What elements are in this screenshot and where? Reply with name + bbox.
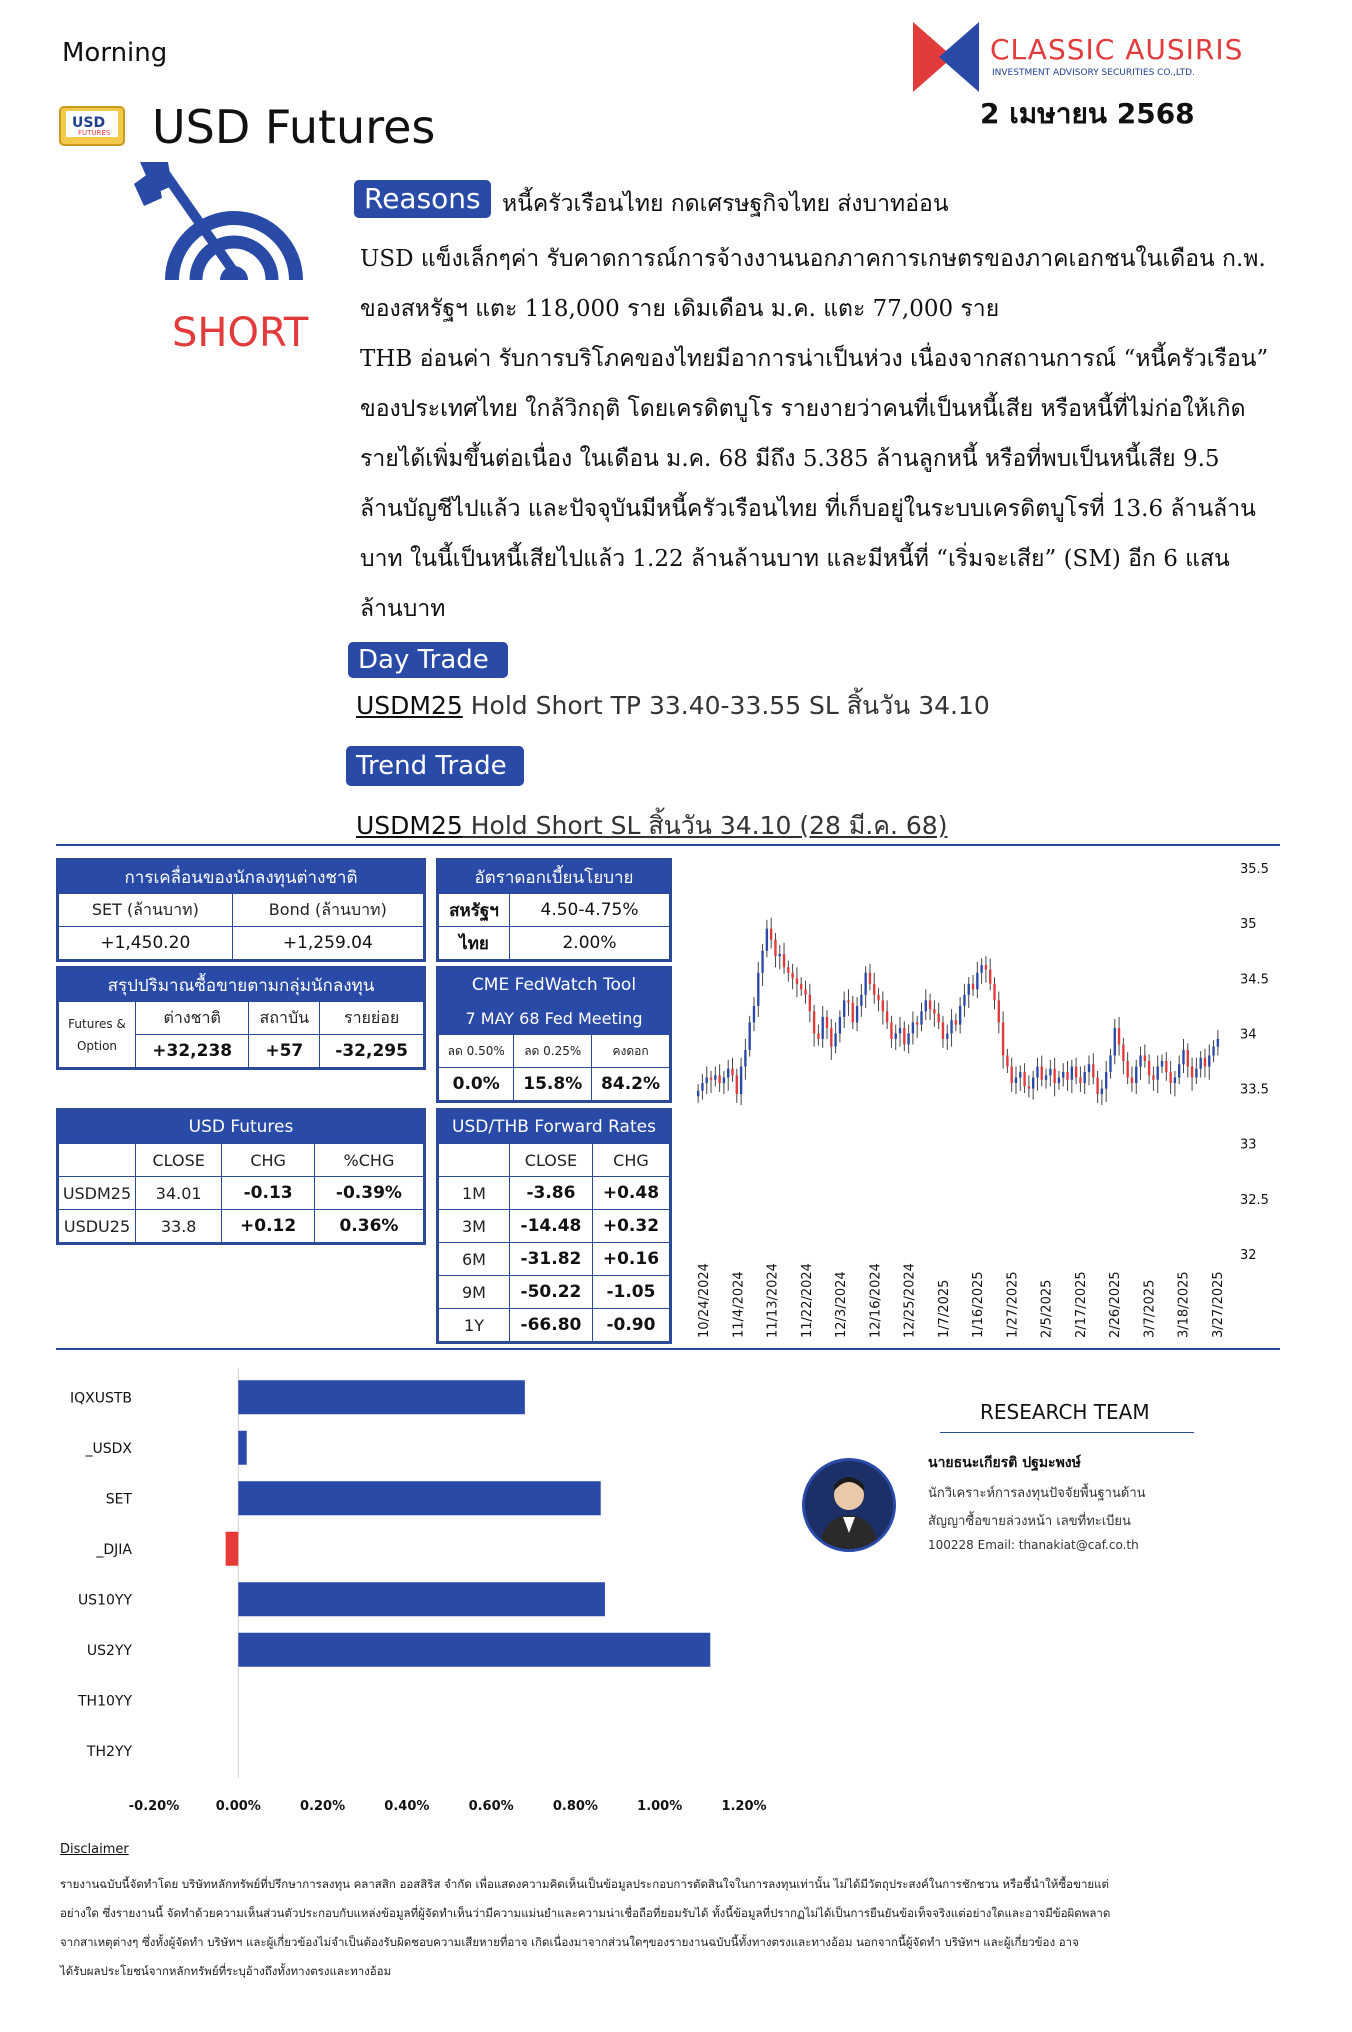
candle-body (998, 1000, 1000, 1022)
forward-tenor: 1Y (438, 1309, 510, 1343)
x-tick-label: 12/16/2024 (868, 1263, 884, 1338)
investor-groups-table (56, 966, 426, 1070)
y-tick-label: 33 (1240, 1137, 1257, 1153)
bar-category-label: TH10YY (78, 1693, 132, 1710)
forward-close: -3.86 (510, 1177, 593, 1210)
candle-body (1006, 1055, 1008, 1066)
candle-body (1182, 1050, 1184, 1064)
reasons-line: ของสหรัฐฯ แตะ 118,000 ราย เดิมเดือน ม.ค. แตะ 77,000 ราย (360, 296, 1000, 322)
bar (238, 1380, 525, 1414)
candle-body (731, 1069, 733, 1076)
forward-chg: +0.48 (592, 1177, 670, 1210)
change-bar-chart (40, 1360, 780, 1820)
candle-body (1023, 1072, 1025, 1086)
foreign-flow-table (56, 858, 426, 962)
bar (238, 1481, 600, 1515)
candle-body (899, 1028, 901, 1034)
candle-body (1088, 1064, 1090, 1072)
fedwatch-value: 15.8% (514, 1068, 592, 1102)
forward-tenor: 3M (438, 1210, 510, 1243)
policy-rate-value: 2.00% (510, 927, 671, 961)
report-date: 2 เมษายน 2568 (980, 97, 1195, 130)
candle-body (976, 973, 978, 990)
bar-x-tick-label: 0.80% (552, 1799, 598, 1814)
foreign-flow-col-set: SET (ล้านบาท) (58, 894, 233, 927)
fedwatch-title: CME FedWatch Tool (438, 968, 671, 1002)
candle-body (847, 1000, 849, 1002)
candle-body (1217, 1039, 1219, 1047)
x-tick-label: 12/3/2024 (834, 1271, 850, 1338)
candle-body (895, 1033, 897, 1039)
forward-chg: -0.90 (592, 1309, 670, 1343)
candle-body (1122, 1044, 1124, 1061)
candle-body (1019, 1072, 1021, 1078)
candle-body (1195, 1069, 1197, 1078)
candle-body (697, 1091, 699, 1097)
reasons-line: THB อ่อนค่า รับการบริโภคของไทยมีอาการน่าเป็นห่วง เนื่องจากสถานการณ์ “หนี้ครัวเรือน” (360, 346, 1269, 372)
disclaimer-line: ได้รับผลประโยชน์จากหลักทรัพย์ที่ระบุอ้างถึงทั้งทางตรงและทางอ้อม (60, 1964, 392, 1978)
candle-body (710, 1078, 712, 1080)
candle-body (1187, 1050, 1189, 1067)
usd-futures-col: CLOSE (136, 1144, 222, 1177)
foreign-flow-col-bond: Bond (ล้านบาท) (232, 894, 424, 927)
policy-rate-label: ไทย (438, 927, 510, 961)
candle-body (718, 1075, 720, 1083)
candle-body (1053, 1069, 1055, 1083)
forward-chg: +0.32 (592, 1210, 670, 1243)
investor-groups-value: -32,295 (320, 1035, 425, 1069)
bar-x-tick-label: 0.40% (384, 1799, 430, 1814)
reasons-line: USD แข็งเล็กๆค่า รับคาดการณ์การจ้างงานนอกภาคการเกษตรของภาคเอกชนในเดือน ก.พ. (360, 246, 1266, 272)
usd-futures-logo (58, 103, 126, 149)
candle-body (757, 973, 759, 1006)
candle-body (1045, 1075, 1047, 1079)
reasons-headline: หนี้ครัวเรือนไทย กดเศรษฐกิจไทย ส่งบาทอ่อน (502, 191, 949, 217)
bar-category-label: _USDX (85, 1440, 132, 1457)
candle-body (968, 984, 970, 995)
candle-body (714, 1075, 716, 1079)
fedwatch-value: 0.0% (438, 1068, 514, 1102)
avatar (802, 1458, 896, 1552)
forward-rates-title: USD/THB Forward Rates (438, 1110, 671, 1144)
candle-body (916, 1022, 918, 1024)
candle-body (796, 978, 798, 984)
forward-tenor: 6M (438, 1243, 510, 1276)
target-icon (132, 160, 318, 284)
policy-rate-table (436, 858, 672, 962)
forward-rates-col: CHG (592, 1144, 670, 1177)
candle-body (856, 1006, 858, 1023)
candle-body (933, 1009, 935, 1013)
usd-futures-chg: -0.13 (222, 1177, 315, 1210)
candle-body (1036, 1067, 1038, 1078)
investor-groups-col: รายย่อย (320, 1002, 425, 1035)
candle-body (830, 1028, 832, 1047)
policy-rate-title: อัตราดอกเบี้ยนโยบาย (438, 860, 671, 894)
investor-groups-value: +32,238 (136, 1035, 249, 1069)
forward-close: -50.22 (510, 1276, 593, 1309)
candle-body (1169, 1072, 1171, 1083)
candle-body (723, 1078, 725, 1084)
policy-rate-value: 4.50-4.75% (510, 894, 671, 927)
brand-subtitle: INVESTMENT ADVISORY SECURITIES CO.,LTD. (992, 68, 1195, 78)
table-row (438, 1309, 671, 1343)
y-tick-label: 35 (1240, 917, 1257, 933)
disclaimer-line: รายงานฉบับนี้จัดทำโดย บริษัทหลักทรัพย์ที่ปรึกษาการลงทุน คลาสสิก ออสสิริส จำกัด เพื่อแสดงความคิดเห็นเป็นข้อมูลประกอบการตัดสินใจในการลงทุนเท่านั้น ไม่ได้มีวัตถุประสงค์ในการชักชวน หรือชี้นำให้ซื้อขายแต่ (60, 1877, 1110, 1891)
table-row (438, 1177, 671, 1210)
candle-body (963, 995, 965, 1006)
candle-body (1199, 1058, 1201, 1069)
candle-body (1075, 1067, 1077, 1078)
trend-trade-symbol: USDM25 (356, 811, 463, 840)
candle-body (1084, 1072, 1086, 1083)
candle-body (907, 1033, 909, 1044)
x-tick-label: 2/26/2025 (1108, 1271, 1124, 1338)
bar-category-label: SET (105, 1491, 132, 1508)
usd-futures-close: 33.8 (136, 1210, 222, 1244)
candle-body (749, 1022, 751, 1050)
reasons-body (360, 234, 1320, 634)
candle-body (753, 1006, 755, 1023)
trend-trade-detail: Hold Short SL สิ้นวัน 34.10 (28 มี.ค. 68) (462, 811, 948, 840)
y-tick-label: 34 (1240, 1027, 1257, 1043)
candle-body (783, 954, 785, 967)
candle-body (993, 984, 995, 1001)
candle-body (1101, 1089, 1103, 1095)
bar-category-label: _DJIA (96, 1541, 132, 1558)
candle-body (920, 1011, 922, 1024)
research-name: นายธนะเกียรติ ปฐมะพงษ์ (928, 1455, 1081, 1471)
candle-body (1208, 1055, 1210, 1066)
candle-body (942, 1022, 944, 1039)
candle-body (809, 995, 811, 1012)
candle-body (1079, 1078, 1081, 1084)
day-trade-badge: Day Trade (348, 642, 508, 678)
foreign-flow-bond-value: +1,259.04 (232, 927, 424, 961)
x-tick-label: 11/13/2024 (765, 1263, 781, 1338)
signal-label: SHORT (172, 310, 309, 356)
candle-body (1066, 1072, 1068, 1080)
investor-groups-title: สรุปปริมาณซื้อขายตามกลุ่มนักลงทุน (58, 968, 425, 1002)
usd-futures-pchg: -0.39% (314, 1177, 424, 1210)
candle-body (946, 1033, 948, 1039)
svg-text:USD: USD (72, 115, 106, 131)
candle-body (843, 1000, 845, 1017)
disclaimer-line: อย่างใด ซึ่งรายงานนี้ จัดทำด้วยความเห็นส่วนตัวประกอบกับแหล่งข้อมูลที่ผู้จัดทำเห็นว่ามีความแม่นยำและความน่าเชื่อถือที่ยอมรับได้ ทั้งนี้ข้อมูลที่ปรากฏไม่ได้เป็นการยืนยันข้อเท็จจริงแต่อย่างใดและอาจมีข้อผิดพลาด (60, 1906, 1111, 1920)
candle-body (1028, 1086, 1030, 1088)
candle-body (937, 1014, 939, 1023)
candle-body (1161, 1061, 1163, 1067)
candle-body (826, 1017, 828, 1028)
candle-body (1135, 1067, 1137, 1084)
forward-close: -66.80 (510, 1309, 593, 1343)
y-tick-label: 33.5 (1240, 1082, 1269, 1098)
divider (56, 1348, 1280, 1350)
candle-body (1139, 1055, 1141, 1066)
forward-close: -31.82 (510, 1243, 593, 1276)
candle-body (804, 989, 806, 995)
candle-body (886, 1011, 888, 1022)
day-trade-symbol: USDM25 (356, 691, 463, 720)
candle-body (701, 1083, 703, 1091)
candle-body (1118, 1028, 1120, 1045)
investor-groups-col: ต่างชาติ (136, 1002, 249, 1035)
trend-trade-text (356, 806, 947, 846)
page-title: USD Futures (152, 100, 436, 154)
candle-body (834, 1033, 836, 1046)
candle-body (882, 1000, 884, 1011)
investor-groups-row-label (58, 1002, 136, 1069)
candle-body (929, 1000, 931, 1009)
bar-x-tick-label: 1.00% (637, 1799, 683, 1814)
policy-rate-label: สหรัฐฯ (438, 894, 510, 927)
research-title: RESEARCH TEAM (980, 1400, 1150, 1424)
candle-body (779, 954, 781, 956)
candle-body (1152, 1075, 1154, 1079)
x-tick-label: 10/24/2024 (697, 1263, 712, 1338)
bar-category-label: IQXUSTB (69, 1390, 132, 1407)
candle-body (1148, 1061, 1150, 1075)
morning-label: Morning (62, 38, 168, 68)
usd-futures-table (56, 1108, 426, 1245)
candle-body (1126, 1061, 1128, 1078)
bar-x-tick-label: 0.20% (300, 1799, 346, 1814)
x-tick-label: 12/25/2024 (902, 1263, 918, 1338)
x-tick-label: 2/5/2025 (1039, 1279, 1055, 1338)
trend-trade-badge: Trend Trade (346, 746, 524, 786)
brand-logo (913, 22, 979, 92)
x-tick-label: 11/4/2024 (731, 1271, 747, 1338)
bar (238, 1431, 246, 1465)
x-tick-label: 3/7/2025 (1142, 1279, 1158, 1338)
candle-body (1011, 1067, 1013, 1084)
candle-body (813, 1011, 815, 1033)
forward-tenor: 1M (438, 1177, 510, 1210)
candle-body (1204, 1058, 1206, 1067)
y-tick-label: 32.5 (1240, 1192, 1269, 1208)
forward-chg: -1.05 (592, 1276, 670, 1309)
candle-body (1165, 1061, 1167, 1072)
candle-body (890, 1022, 892, 1039)
bar-x-tick-label: 0.00% (215, 1799, 261, 1814)
usd-futures-col: CHG (222, 1144, 315, 1177)
x-tick-label: 3/27/2025 (1211, 1271, 1226, 1338)
candle-body (1032, 1078, 1034, 1089)
y-tick-label: 32 (1240, 1248, 1257, 1263)
candle-body (912, 1022, 914, 1033)
bar-x-tick-label: 0.60% (468, 1799, 514, 1814)
candle-body (1105, 1072, 1107, 1089)
bar (238, 1582, 605, 1616)
candle-body (817, 1033, 819, 1039)
candle-body (1114, 1028, 1116, 1056)
forward-chg: +0.16 (592, 1243, 670, 1276)
candle-body (791, 973, 793, 979)
candle-body (761, 951, 763, 973)
candle-body (864, 973, 866, 995)
bar (238, 1633, 710, 1667)
candle-body (1049, 1069, 1051, 1076)
bar-category-label: US2YY (86, 1642, 132, 1659)
investor-groups-row-label-2: Option (76, 1038, 118, 1053)
svg-text:FUTURES: FUTURES (78, 129, 111, 137)
candle-body (1092, 1064, 1094, 1077)
forward-tenor: 9M (438, 1276, 510, 1309)
candle-body (1002, 1022, 1004, 1055)
fedwatch-table (436, 966, 672, 1103)
candle-body (800, 984, 802, 990)
candle-body (1131, 1078, 1133, 1084)
bar-category-label: US10YY (77, 1592, 132, 1609)
candle-body (1144, 1055, 1146, 1061)
reasons-line: ล้านบาท (360, 596, 446, 622)
bar-x-tick-label: 1.20% (721, 1799, 767, 1814)
candle-body (766, 929, 768, 951)
divider (56, 844, 1280, 846)
x-tick-label: 1/27/2025 (1005, 1271, 1021, 1338)
investor-groups-col: สถาบัน (249, 1002, 320, 1035)
fedwatch-subtitle: 7 MAY 68 Fed Meeting (438, 1002, 671, 1035)
table-row (438, 1243, 671, 1276)
candle-body (839, 1017, 841, 1034)
candle-body (727, 1069, 729, 1078)
candle-body (925, 1000, 927, 1011)
candle-body (1096, 1078, 1098, 1095)
reasons-line: ล้านบัญชีไปแล้ว และปัจจุบันมีหนี้ครัวเรือนไทย ที่เก็บอยู่ในระบบเครดิตบูโรที่ 13.6 ล้านล้าน (360, 496, 1256, 522)
candle-body (1071, 1067, 1073, 1080)
candle-body (955, 1020, 957, 1024)
research-title-underline (940, 1432, 1194, 1433)
candle-body (1062, 1072, 1064, 1078)
forward-close: -14.48 (510, 1210, 593, 1243)
candle-body (770, 929, 772, 940)
candle-body (736, 1075, 738, 1094)
x-tick-label: 1/7/2025 (936, 1279, 952, 1338)
candle-body (1109, 1055, 1111, 1072)
candle-body (1041, 1067, 1043, 1080)
candle-body (822, 1017, 824, 1039)
foreign-flow-set-value: +1,450.20 (58, 927, 233, 961)
table-row (438, 1276, 671, 1309)
fedwatch-col: คงดอก (592, 1035, 671, 1068)
candle-body (740, 1067, 742, 1095)
candle-body (1174, 1078, 1176, 1084)
disclaimer-line: จากสาเหตุต่างๆ ซึ่งทั้งผู้จัดทำ บริษัทฯ และผู้เกี่ยวข้องไม่จำเป็นต้องรับผิดชอบความเสียหายที่อาจ เกิดเนื่องมาจากส่วนใดๆของรายงานฉบับนี้ทั้งทางตรงและทางอ้อม นอกจากนี้ผู้จัดทำ บริษัทฯ และผู้เกี่ยวข้อง อาจ (60, 1935, 1079, 1949)
usd-futures-pchg: 0.36% (314, 1210, 424, 1244)
candle-body (980, 965, 982, 973)
candle-body (903, 1028, 905, 1045)
foreign-flow-title: การเคลื่อนของนักลงทุนต่างชาติ (58, 860, 425, 894)
reasons-badge: Reasons (354, 180, 491, 218)
x-tick-label: 3/18/2025 (1176, 1271, 1192, 1338)
x-tick-label: 2/17/2025 (1073, 1271, 1089, 1338)
y-tick-label: 35.5 (1240, 862, 1269, 877)
candle-body (1157, 1067, 1159, 1080)
reasons-line: บาท ในนี้เป็นหนี้เสียไปแล้ว 1.22 ล้านล้านบาท และมีหนี้ที่ “เริ่มจะเสีย” (SM) อีก 6 แสน (360, 546, 1230, 572)
bar (226, 1532, 239, 1566)
x-tick-label: 11/22/2024 (799, 1263, 815, 1338)
candle-body (744, 1050, 746, 1067)
candle-body (989, 969, 991, 983)
table-row (58, 1177, 425, 1210)
disclaimer-title: Disclaimer (60, 1842, 129, 1857)
candle-body (706, 1078, 708, 1084)
usd-futures-close: 34.01 (136, 1177, 222, 1210)
candle-body (873, 984, 875, 995)
candle-body (1015, 1078, 1017, 1084)
candle-body (959, 1006, 961, 1025)
bar-x-tick-label: -0.20% (128, 1799, 180, 1814)
fedwatch-col: ลด 0.25% (514, 1035, 592, 1068)
day-trade-detail: Hold Short TP 33.40-33.55 SL สิ้นวัน 34.10 (462, 691, 990, 720)
table-row (58, 1210, 425, 1244)
candle-body (972, 984, 974, 990)
candle-body (1212, 1047, 1214, 1056)
research-role-1: นักวิเคราะห์การลงทุนปัจจัยพื้นฐานด้าน (928, 1486, 1146, 1501)
candle-body (877, 995, 879, 1001)
usd-futures-col (58, 1144, 136, 1177)
candle-body (852, 1003, 854, 1023)
disclaimer-body (60, 1870, 1300, 1986)
usd-futures-chg: +0.12 (222, 1210, 315, 1244)
usd-futures-symbol: USDM25 (58, 1177, 136, 1210)
candle-body (985, 965, 987, 969)
candle-body (860, 995, 862, 1006)
usd-futures-table-title: USD Futures (58, 1110, 425, 1144)
research-role-3: 100228 Email: thanakiat@caf.co.th (928, 1538, 1139, 1552)
fedwatch-value: 84.2% (592, 1068, 671, 1102)
fedwatch-col: ลด 0.50% (438, 1035, 514, 1068)
investor-groups-value: +57 (249, 1035, 320, 1069)
candle-body (1178, 1064, 1180, 1077)
candlestick-chart (690, 856, 1290, 1346)
bar-category-label: TH2YY (86, 1743, 132, 1760)
brand-name: CLASSIC AUSIRIS (990, 33, 1244, 66)
candle-body (869, 973, 871, 984)
forward-rates-col (438, 1144, 510, 1177)
day-trade-text (356, 686, 990, 726)
candle-body (1058, 1078, 1060, 1084)
y-tick-label: 34.5 (1240, 972, 1269, 988)
x-tick-label: 1/16/2025 (971, 1271, 987, 1338)
reasons-line: ของประเทศไทย ใกล้วิกฤติ โดยเครดิตบูโร รายงายว่าคนที่เป็นหนี้เสีย หรือหนี้ที่ไม่ก่อให้เกิด (360, 396, 1246, 422)
candle-body (774, 940, 776, 957)
candle-body (950, 1020, 952, 1033)
investor-groups-row-label-1: Futures & (68, 1016, 126, 1031)
forward-rates-table (436, 1108, 672, 1344)
forward-rates-col: CLOSE (510, 1144, 593, 1177)
research-role-2: สัญญาซื้อขายล่วงหน้า เลขที่ทะเบียน (928, 1514, 1131, 1529)
reasons-line: รายได้เพิ่มขึ้นต่อเนื่อง ในเดือน ม.ค. 68 มีถึง 5.385 ล้านลูกหนี้ หรือที่พบเป็นหนี้เสีย 9.5 (360, 446, 1220, 472)
candle-body (787, 967, 789, 973)
usd-futures-symbol: USDU25 (58, 1210, 136, 1244)
candle-body (1191, 1067, 1193, 1078)
usd-futures-col: %CHG (314, 1144, 424, 1177)
table-row (438, 1210, 671, 1243)
